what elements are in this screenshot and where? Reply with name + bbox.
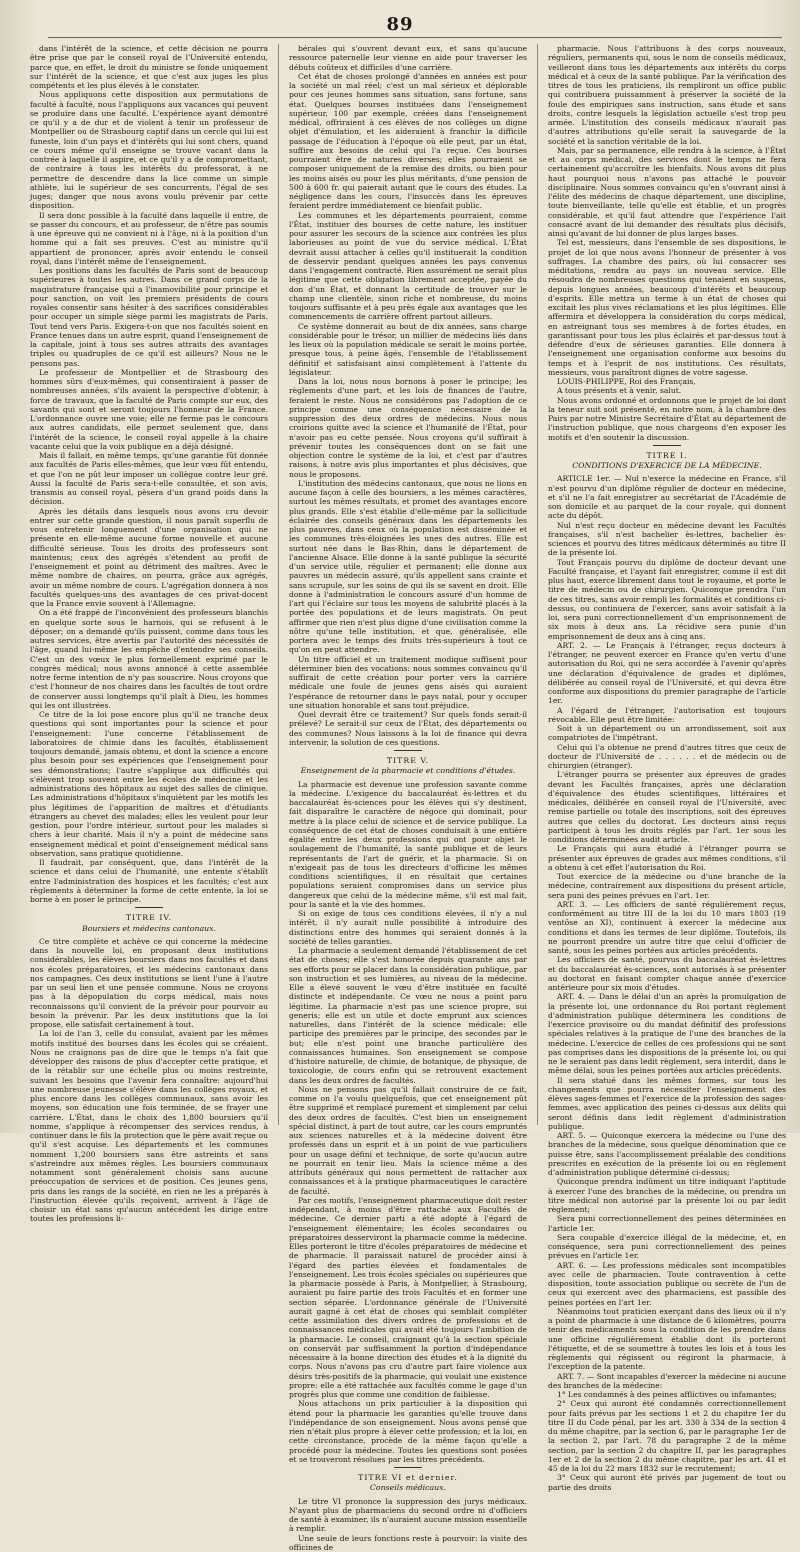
paragraph: LOUIS-PHILIPPE, Roi des Français, [548, 377, 786, 386]
column-2 [289, 44, 527, 1125]
section-separator [135, 907, 163, 908]
paragraph: Ce titre complète et achève ce qui concerne la médecine dans la nouvelle loi, en proposant deux institutions considérables, les élèves boursiers dans nos facultés et dans nos écoles préparatoires, et les médecins cantonaux dans nos campagnes. Ces deux institutions se lient l'une à l'autre par un seul lien et une pensée commune. Nous ne croyons pas à la dépopulation du corps médical, mais nous reconnaissons qu'il convient de la prévoir pour pourvoir au besoin la prévenir. Par les deux institutions que la loi propose, elle satisfait certainement à tout. [30, 937, 268, 1030]
paragraph: Ce titre de la loi pose encore plus qu'il ne tranche deux questions qui sont importantes pour la science et pour l'enseignement: l'une concerne l'établissement de laboratoires de chimie dans les facultés, établissement toujours demandé, jamais obtenu, et dont la science a encore plus besoin pour ses expériences que l'enseignement pour ses démonstrations; l'autre s'applique aux difficultés qui s'élèvent trop souvent entre les écoles de médecine et les administrations des hôpitaux au sujet des salles de clinique. Les administrations d'hôpitaux s'inquiètent par les motifs les plus légitimes de l'apparition de maîtres et d'étudiants étrangers au chevet des malades; elles les veulent pour leur gestion, pour l'ordre intérieur, surtout pour les malades si chers à leur charité. Mais il n'y a point de médecine sans enseignement médical et point d'enseignement médical sans observation, sans pratique quotidienne. [30, 710, 268, 858]
page-number: 89 [0, 14, 800, 35]
paragraph: dans l'intérêt de la science, et cette décision ne pourra être prise que par le conseil royal de l'Université entendu, parce que, en effet, le droit du ministre se fonde uniquement sur l'intérêt de la science, et que c'est aux juges les plus compétents et les plus élevés à le constater. [30, 44, 268, 90]
paragraph: Nous attachons un prix particulier à la disposition qui étend pour la pharmacie les garanties qu'elle trouve dans l'indépendance de son enseignement. Nous avons pensé que rien n'était plus propre à élever cette profession; et la loi, en cette circonstance, procède de la même façon qu'elle a procédé pour la médecine. Toutes les questions sont posées et se trouveront résolues par les titres précédents. [289, 1399, 527, 1464]
section-separator [394, 750, 422, 751]
paragraph: Cet état de choses prolongé d'années en années est pour la société un mal réel; c'est un mal sérieux et déplorable pour ces jeunes hommes sans situation, sans fortune, sans état. Quelques bourses instituées dans l'enseignement supérieur, 100 par exemple, créées dans l'enseignement médical, offriraient à ces élèves de nos collèges un digne objet d'émulation, et les aideraient à franchir la difficile passage de l'éducation à l'époque où elle peut, par un état, suffire aux besoins de celui qui l'a reçue. Ces bourses pourraient être de natures diverses; elles pourraient se composer uniquement de la remise des droits, ou bien pour les moins aisés ou pour les plus méritants, d'une pension de 500 à 600 fr. qui paierait autant que le cours des études. La négligence dans les cours, l'insuccès dans les épreuves feraient perdre immédiatement ce bienfait public. [289, 72, 527, 211]
paragraph: ART. 3. — Les officiers de santé régulièrement reçus, conformément au titre III de la loi du 10 mars 1803 (19 ventôse an XI), continuent à exercer la médecine aux conditions et dans les termes de leur diplôme. Toutefois, ils ne pourront prendre un autre titre que celui d'officier de santé, sous les peines portées aux articles précédents. [548, 900, 786, 956]
paragraph: Sera coupable d'exercice illégal de la médecine, et, en conséquence, sera puni correctionnellement des peines prévues en l'article 1er. [548, 1233, 786, 1261]
paragraph: ART. 7. — Sont incapables d'exercer la médecine ni aucune des branches de la médecine: [548, 1372, 786, 1391]
paragraph: Le professeur de Montpellier et de Strasbourg des hommes sûrs d'eux-mêmes, qui consentiraient à passer de nombreuses années, s'ils avaient la perspective d'obtenir, à force de travaux, que la faculté de Paris compte sur eux, des savants qui sont et seront toujours l'honneur de la France. L'ordonnance ouvre une voie; elle ne ferme pas le concours aux autres candidats, elle permet seulement que, dans l'intérêt de la science, le conseil royal appelle à la chaire vacante celui que la voix publique en a déjà désigné. [30, 368, 268, 451]
paragraph: bérales qui s'ouvrent devant eux, et sans qu'aucune ressource paternelle leur vienne en aide pour traverser les débuts coûteux et difficiles d'une carrière. [289, 44, 527, 72]
paragraph: Il sera donc possible à la faculté dans laquelle il entre, de se passer du concours, et au professeur, de n'être pas soumis à une épreuve qui ne convient ni à l'âge, ni à la position d'un homme qui a fait ses preuves. C'est au ministre qu'il appartient de prononcer, après avoir entendu le conseil royal, dans l'intérêt même de l'enseignement. [30, 211, 268, 267]
paragraph: Les positions dans les facultés de Paris sont de beaucoup supérieures à toutes les autres. Dans ce grand corps de la magistrature française qui a l'inamovibilité pour principe et pour sanction, on voit les premiers présidents de cours royales consentir sans hésiter à des sacrifices considérables pour occuper un simple siège parmi les magistrats de Paris. Tout tend vers Paris. Exigera-t-on que nos facultés soient en France tenues dans un autre esprit, quand l'enseignement de la capitale, joint à tous ses autres attraits des avantages triples ou quadruples de ce qu'il est ailleurs? Nous ne le pensons pas. [30, 266, 268, 368]
paragraph: Le titre VI prononce la suppression des jurys médicaux. N'ayant plus de pharmaciens du second ordre ni d'officiers de santé à examiner, ils n'auraient aucune mission essentielle à remplir. [289, 1497, 527, 1534]
paragraph: ART. 4. — Dans le délai d'un an après la promulgation de la présente loi, une ordonnance du Roi portant règlement d'administration publique déterminera les conditions de l'exercice provisoire ou du mandat définitif des professions spéciales relatives à la pratique de l'une des branches de la médecine. L'exercice de celles de ces professions qui ne sont pas comprises dans les dispositions de la présente loi, ou qui ne le seraient pas dans ledit règlement, sera interdit, dans le même délai, sous les peines portées aux articles précédents. [548, 992, 786, 1075]
section-title: TITRE I. [548, 451, 786, 460]
paragraph: La pharmacie a seulement demandé l'établissement de cet état de choses; elle s'est honorée depuis quarante ans par ses efforts pour se placer dans la considération publique, par son instruction et ses lumières, au niveau de la médecine. Elle a élevé souvent le vœu d'être instituée en faculté distincte et indépendante. Ce vœu ne nous a point paru légitime. La pharmacie n'est pas une science propre, sui generis; elle est un utile et docte emprunt aux sciences naturelles, dans l'intérêt de la science médicale: elle participe des premières par le principe, des secondes par le but; elle n'est point une branche particulière des connaissances humaines. Son enseignement se compose d'histoire naturelle, de chimie, de botanique, de physique, de toxicologie, de cours enfin qui se retrouvent exactement dans les deux ordres de facultés. [289, 946, 527, 1085]
section-separator [394, 1467, 422, 1468]
paragraph: Il faudrait, par conséquent, que, dans l'intérêt de la science et dans celui de l'humanité, une entente s'établît entre l'administration des hospices et les facultés; c'est aux règlements à déterminer la forme de cette entente, la loi se borne à en poser le principe. [30, 858, 268, 904]
paragraph: Nul n'est reçu docteur en médecine devant les Facultés françaises, s'il n'est bachelier ès-lettres, bachelier ès-sciences et pourvu des titres médicaux déterminés au titre II de la présente loi. [548, 521, 786, 558]
paragraph: Tel est, messieurs, dans l'ensemble de ses dispositions, le projet de loi que nous avons l'honneur de présenter à vos suffrages. La chambre des pairs, où lui consacrer ses méditations, rendra au pays un nouveau service. Elle résoudra de nombreuses questions qui tenaient en suspens, depuis longues années, beaucoup d'intérêts et beaucoup d'esprits. Elle mettra un terme à un état de choses qui excitait les plus vives réclamations et les plus légitimes. Elle affermira et développera la considération du corps médical, en astreignant tous ses membres à de fortes études, en garantissant pour tous les plus éclairés et par-dessus tout à défendre d'eux de sérieuses garanties. Elle donnera à l'enseignement une organisation conforme aux besoins du temps et à l'esprit de nos institutions. Ces résultats, messieurs, vous paraîtront dignes de votre sagesse. [548, 238, 786, 377]
paragraph: pharmacie. Nous l'attribuons à des corps nouveaux, réguliers, permanents qui, sous le nom de conseils médicaux, veilleront dans tous les départements aux intérêts du corps médical et à ceux de la santé publique. Par la vérification des titres de tous les praticiens, ils rempliront un office public qui contribuera puissamment à préserver la société de la foule des empiriques sans instruction, sans étude et sans droits, contre lesquels la législation actuelle s'est trop peu armée. L'institution des conseils médicaux n'aurait pas d'autres attributions qu'elle serait la sauvegarde de la société et la sanction véritable de la loi. [548, 44, 786, 146]
paragraph: Soit à un département ou un arrondissement, soit aux compatriotes de l'impétrant. [548, 724, 786, 743]
paragraph: ART. 6. — Les professions médicales sont incompatibles avec celle de pharmacien. Toute contravention à cette disposition, toute association publique ou secrète de l'un de ceux qui exercent avec des pharmaciens, est passible des peines portées en l'art 1er. [548, 1261, 786, 1307]
paragraph: Celui qui l'a obtenue ne prend d'autres titres que ceux de docteur de l'Université de . . . . . . et de médecin ou de chirurgien (étranger). [548, 743, 786, 771]
column-3 [548, 44, 786, 1125]
paragraph: Nous avons ordonné et ordonnons que le projet de loi dont la teneur suit soit présenté, en notre nom, à la chambre des Pairs par notre Ministre Secrétaire d'État au département de l'instruction publique, que nous chargeons d'en exposer les motifs et d'en soutenir la discussion. [548, 396, 786, 442]
paragraph: Dans la loi, nous nous bornons à poser le principe; les règlements d'une part, et les lois de finances de l'autre, feraient le reste. Nous ne considérons pas l'adoption de ce principe comme une conséquence nécessaire de la suppression des deux ordres de médecins. Nous nous croirions quitte avec la science et l'humanité de l'État, pour n'avoir pas eu cette pensée. Nous croyons qu'il suffirait à prévenir toutes les conséquences dont on se fait une objection contre le système de la loi, et c'est par d'autres raisons, à notre avis plus importantes et plus décisives, que nous le proposons. [289, 377, 527, 479]
paragraph: Une seule de leurs fonctions reste à pourvoir: la visite des officines de [289, 1534, 527, 1552]
paragraph: Néanmoins tout praticien exerçant dans des lieux où il n'y a point de pharmacie à une distance de 6 kilomètres, pourra tenir des médicaments sous la condition de les prendre dans une officine régulièrement établie dont ils porteront l'étiquette, et de se soumettre à toutes les lois et à tous les règlements qui régissent ou régiront la pharmacie, à l'exception de la patente. [548, 1307, 786, 1372]
paragraph: Sera puni correctionnellement des peines déterminées en l'article 1er. [548, 1214, 786, 1233]
section-title: TITRE VI et dernier. [289, 1473, 527, 1482]
paragraph: L'institution des médecins cantonaux, que nous ne lions en aucune façon à celle des boursiers, a les mêmes caractères, surtout les mêmes résultats, et promet des avantages encore plus grands. Elle s'est établie d'elle-même par la sollicitude éclairée des conseils généraux dans les départements les plus pauvres, dans ceux où la population est disséminée et les communes très-éloignées les unes des autres. Elle est surtout née dans le Bas-Rhin, dans le département de l'ancienne Alsace. Elle donne à la santé publique la sécurité d'un service utile, régulier et permanent; elle donne aux pauvres un médecin assuré, qu'ils appellent sans crainte et sans scrupule, sur les soins de qui ils se savent en droit. Elle donne à l'administration le concours assuré d'un homme de l'art qui l'éclaire sur tous les moyens de salubrité placés à la portée des populations et de leurs magistrats. On peut affirmer que rien n'est plus digne d'une civilisation comme la nôtre qu'une telle institution, et que, généralisée, elle portera avec le temps des fruits très-supérieurs à tout ce qu'on en peut attendre. [289, 479, 527, 655]
paragraph: L'étranger pourra se présenter aux épreuves de grades devant les Facultés françaises, après une déclaration d'équivalence des études scientifiques, littéraires et médicales, délibérée en conseil royal de l'Université, avec remise partielle ou totale des inscriptions, soit des épreuves autres que celles du doctorat. Les docteurs ainsi reçus participent à tous les droits réglés par l'art. 1er sous les conditions déterminées audit article. [548, 770, 786, 844]
paragraph: Mais, par sa permanence, elle rendra à la science, à l'État et au corps médical, des services dont le temps ne fera certainement qu'accroître les bienfaits. Nous avons dit plus haut pourquoi nous n'avons pas attaché le pouvoir disciplinaire. Nous sommes convaincu qu'en s'ouvrant ainsi à l'élite des médecins de chaque département, une discipline, toute bienveillante, telle qu'elle est établie, et un progrès considérable, et qu'il faut attendre que l'expérience l'ait consacré avant de lui demander des résultats plus décisifs, ainsi qu'avant de lui donner de plus larges bases. [548, 146, 786, 239]
section-subtitle: Enseignement de la pharmacie et conditions d'études. [289, 766, 527, 775]
paragraph: Par ces motifs, l'enseignement pharmaceutique doit rester indépendant, à moins d'être rattaché aux Facultés de médecine. Ce dernier parti a été adopté à l'égard de l'enseignement élémentaire; les écoles secondaires ou préparatoires desserviront la pharmacie comme la médecine. Elles porteront le titre d'écoles préparatoires de médecine et de pharmacie. Il paraissait naturel de procéder ainsi à l'égard des parties élevées et fondamentales de l'enseignement. Les trois écoles spéciales ou supérieures que la pharmacie possède à Paris, à Montpellier, à Strasbourg, auraient pu faire partie des trois Facultés et en former une section séparée. L'ordonnance générale de l'Université aurait gagné à cet état de choses qui semblait compléter cette assimilation des divers ordres de professions et de connaissances médicales qui avait été toujours l'ambition de la pharmacie. Le conseil, craignant qu'à la section spéciale on conservât par suffisamment la portion d'indépendance nécessaire à la bonne direction des études et à la dignité du corps. Nous n'avons pas cru d'autre part faire violence aux désirs très-positifs de la pharmacie, qui voulait une existence propre: elle a été rattachée aux facultés comme le gage d'un progrès plus que comme une condition de faiblesse. [289, 1196, 527, 1400]
paragraph: Quel devrait être ce traitement? Sur quels fonds serait-il prélevé? Le serait-il sur ceux de l'État, des départements ou des communes? Nous laissons à la loi de finance qui devra intervenir, la solution de ces questions. [289, 710, 527, 747]
section-subtitle: CONDITIONS D'EXERCICE DE LA MÉDECINE. [548, 461, 786, 470]
paragraph: Après les détails dans lesquels nous avons cru devoir entrer sur cette grande question, il nous paraît superflu de vous entretenir longuement d'une organisation qui ne présente en elle-même aucune forme nouvelle et aucune difficulté sérieuse. Tous les droits des professeurs sont maintenus; ceux des agrégés s'étendent au profit de l'enseignement et point au détriment des maîtres. Avec le même nombre de chaires, on pourra, grâce aux agrégés, avoir un même nombre de cours. L'agrégation donnera à nos facultés quelques-uns des avantages de ces privat-docent que la France envie souvent à l'Allemagne. [30, 507, 268, 609]
paragraph: Les communes et les départements pourraient, comme l'État, instituer des bourses de cette nature, les instituer pour assurer les secours de la science aux contrées les plus laborieuses au point de vue du service médical. L'État devrait aussi attacher à celles qu'il instituerait la condition de desservir pendant quelques années les pays convenus dans l'engagement contracté. Rien assurément ne serait plus légitime que cette obligation librement acceptée, payée du don d'un État, et donnant la certitude de trouver sur le champ une clientèle, sinon riche et nombreuse, du moins toujours suffisante et à peu près égale aux avantages que les commencements de carrière offrent partout ailleurs. [289, 211, 527, 322]
text-columns [30, 44, 786, 1125]
paragraph: 2° Ceux qui auront été condamnés correctionnellement pour faits prévus par les sections 1 et 2 du chapitre 1er du titre II du Code pénal, par les art. 330 à 334 de la section 4 du même chapitre, par la section 6, par le paragraphe 1er de la section 2, par l'art. 78 du paragraphe 2 de la même section, par la section 2 du chapitre II, par les paragraphes 1er et 2 de la section 2 du même chapitre, par les art. 41 et 45 de la loi du 22 mars 1832 sur le recrutement; [548, 1399, 786, 1473]
section-subtitle: Conseils médicaux. [289, 1483, 527, 1492]
paragraph: 3° Ceux qui auront été privés par jugement de tout ou partie des droits [548, 1473, 786, 1492]
paragraph: 1° Les condamnés à des peines afflictives ou infamantes; [548, 1390, 786, 1399]
paragraph: Mais il fallait, en même temps, qu'une garantie fût donnée aux facultés de Paris elles-mêmes, que leur vœu fût entendu, et que l'on ne pût leur imposer un collègue contre leur gré. Aussi la faculté de Paris sera-t-elle consultée, et son avis, transmis au conseil royal, pèsera d'un grand poids dans la décision. [30, 451, 268, 507]
paragraph: ART. 2. — Le Français à l'étranger, reçus docteurs à l'étranger, ne peuvent exercer en France qu'en vertu d'une autorisation du Roi, qui ne sera accordée à l'avenir qu'après une déclaration d'équivalence de grades et diplômes, délibérée au conseil royal de l'Université, et qui devra être conforme aux dispositions du premier paragraphe de l'article 1er. [548, 641, 786, 706]
paragraph: A l'égard de l'étranger, l'autorisation est toujours révocable. Elle peut être limitée: [548, 706, 786, 725]
paragraph: Ce système donnerait au bout de dix années, sans charge considérable pour le trésor, un millier de médecins liés dans les lieux où la population médicale se serait le moins portée, presque tous, à peine âgés, l'ensemble de l'établissement définitif et satisfaisant ainsi complètement à l'attente du législateur. [289, 322, 527, 378]
paragraph: On a été frappé de l'inconvénient des professeurs blanchis en quelque sorte sous le harnois, qui se refusent à le déposer; on a demandé qu'ils puissent, comme dans tous les autres services, être avertis par l'autorité des nécessités de l'âge, quand lui-même les empêche d'entendre ses conseils. C'est un des vœux le plus formellement exprimé par le congrès médical; nous avons annoncé à cette assemblée notre ferme intention de n'y pas souscrire. Nous croyons que c'est l'honneur de nos chaires dans les facultés de tout ordre de conserver aussi longtemps qu'il plaît à Dieu, les hommes qui les ont illustrées. [30, 608, 268, 710]
column-divider [537, 44, 538, 1125]
paragraph: Le Français qui aura étudié à l'étranger pourra se présenter aux épreuves de grades aux mêmes conditions, s'il a obtenu à cet effet l'autorisation du Roi. [548, 844, 786, 872]
header-rule [48, 37, 782, 38]
paragraph: Il sera statué dans les mêmes formes, sur tous les changements que pourra nécessiter l'enseignement des élèves sages-femmes et l'exercice de la profession des sages-femmes, avec application des peines ci-dessus aux délits qui seront définis dans ledit règlement d'administration publique. [548, 1076, 786, 1132]
section-title: TITRE IV. [30, 913, 268, 922]
paragraph: Tout exercice de la médecine ou d'une branche de la médecine, contrairement aux dispositions du présent article, sera puni des peines prévues en l'art. 1er. [548, 872, 786, 900]
section-title: TITRE V. [289, 756, 527, 765]
paragraph: A tous présents et à venir, salut. [548, 386, 786, 395]
paragraph: Quiconque prendra indûment un titre indiquant l'aptitude à exercer l'une des branches de la médecine, ou prendra un titre médical non autorisé par la présente loi ou par ledit règlement; [548, 1177, 786, 1214]
section-separator [653, 445, 681, 446]
paragraph: ARTICLE 1er. — Nul n'exerce la médecine en France, s'il n'est pourvu d'un diplôme régulier de docteur en médecine, et s'il ne l'a fait enregistrer au secrétariat de l'Académie de son domicile et au parquet de la cour royale, qui donnent acte du dépôt. [548, 474, 786, 520]
paragraph: Un titre officiel et un traitement modique suffisent pour déterminer bien des vocations: nous sommes convaincu qu'il suffirait de cette création pour porter vers la carrière médicale une foule de jeunes gens aisés qui auraient l'espérance de retourner dans le pays natal, pour y occuper une situation honorable et sans tout préjudice. [289, 655, 527, 711]
paragraph: Nous appliquons cette disposition aux permutations de faculté à faculté, nous l'appliquons aux vacances qui peuvent se produire dans une faculté. L'expérience ayant démontré ce qu'il y a de dur et de violent à tenir un professeur de Montpellier ou de Strasbourg captif dans un cercle qui lui est funeste, loin d'un pays et d'intérêts qui lui sont chers, quand ce cours même qu'il enseigne se trouve vacant dans la contrée à laquelle il aspire, et ce qu'il y a de compromettant, de contraire à tous les intérêts du professorat, à ne permettre de descendre dans la lice comme un simple athlète, lui le supérieur de ses concurrents, l'égal de ses juges; danger que nous avons voulu prévenir par cette disposition. [30, 90, 268, 210]
paragraph: Les officiers de santé, pourvus du baccalauréat ès-lettres et du baccalauréat ès-sciences, sont autorisés à se présenter au doctorat en faisant compter chaque année d'exercice antérieure pour six mois d'études. [548, 955, 786, 992]
paragraph: ART. 5. — Quiconque exercera la médecine ou l'une des branches de la médecine, sous quelque dénomination que ce puisse être, sans l'accomplissement préalable des conditions prescrites en exécution de la présente loi ou en règlement d'administration publique déterminé ci-dessus; [548, 1131, 786, 1177]
paragraph: La loi de l'an 3, celle du consulat, avaient par les mêmes motifs institué des bourses dans les écoles qui se créaient. Nous ne craignons pas de dire que le temps n'a fait que développer des raisons de plus d'accepter cette pratique, et de la rétablir sur une échelle plus ou moins restreinte, suivant les besoins que l'avenir fera connaître: aujourd'hui une nombreuse jeunesse s'élève dans les collèges royaux, et plus encore dans les collèges communaux, sans avoir les moyens, son éducation une fois terminée, de se frayer une carrière. L'État, dans le choix des 1,800 boursiers qu'il nomme, s'applique à récompenser des services rendus, à continuer dans le fils la protection que le père avait reçue ou qu'il s'est acquise. Les départements et les communes nomment 1,200 boursiers sans être astreints et sans s'astreindre aux mêmes règles. Les boursiers communaux notamment sont généralement choisis sans aucune préoccupation de services et de position. Ces jeunes gens, pris dans les rangs de la société, en rien ne les a préparés à l'instruction élevée qu'ils reçoivent, arrivent à l'âge de choisir un état sans qu'aucun antécédent les dirige entre toutes les professions li- [30, 1029, 268, 1223]
paragraph: La pharmacie est devenue une profession savante comme la médecine. L'exigence du baccalauréat ès-lettres et du baccalauréat ès-sciences pour les élèves qui s'y destinent, fait disparaître le caractère de négoce qui dominait, pour mettre à la place celui de science et de service publique. La conséquence de cet état de choses conduisait à une entière égalité entre les deux professions qui ont pour objet le soulagement de l'humanité, la santé publique et de leurs représentants de l'art de guérir, et la pharmacie. Si on n'exigeait pas de tous les directeurs d'officine les mêmes conditions scientifiques, il en résultait que certaines populations seraient compromises dans un service plus dangereux que celui de la médecine même, s'il est mal fait, pour la santé et la vie des hommes. [289, 780, 527, 910]
paragraph: Si on exige de tous ces conditions élevées, il n'y a nul intérêt, il n'y aurait nulle possibilité à introduire des distinctions entre des hommes qui seraient donnés à la société de telles garanties. [289, 909, 527, 946]
paragraph: Nous ne pensons pas qu'il fallait construire de ce fait, comme on l'a voulu quelquefois, que cet enseignement pût être supprimé et remplacé purement et simplement par celui des deux ordres de facultés. C'est bien un enseignement spécial distinct, à part de tout autre, car les cours empruntés aux sciences naturelles et à la médecine doivent être professés dans un esprit et à un point de vue particuliers pour un usage défini et technique, de sorte qu'aucun autre ne pourrait en tenir lieu. Mais la science même a des attributs généraux qui nous permettent de rattacher aux connaissances et à la pratique pharmaceutiques le caractère de faculté. [289, 1085, 527, 1196]
column-divider [278, 44, 279, 1125]
section-subtitle: Boursiers et médecins cantonaux. [30, 924, 268, 933]
paragraph: Tout Français pourvu du diplôme de docteur devant une Faculté française, et l'ayant fait enregistrer, comme il est dit plus haut, exerce librement dans tout le royaume, et porte le titre de médecin ou de chirurgien. Quiconque prendra l'un de ces titres, sans avoir rempli les formalités et conditions ci-dessus, ou continuera de l'exercer, sans avoir satisfait à la loi, sera puni correctionnellement d'un emprisonnement de six mois à deux ans. La récidive sera punie d'un emprisonnement de deux ans à cinq ans. [548, 558, 786, 641]
column-1 [30, 44, 268, 1125]
